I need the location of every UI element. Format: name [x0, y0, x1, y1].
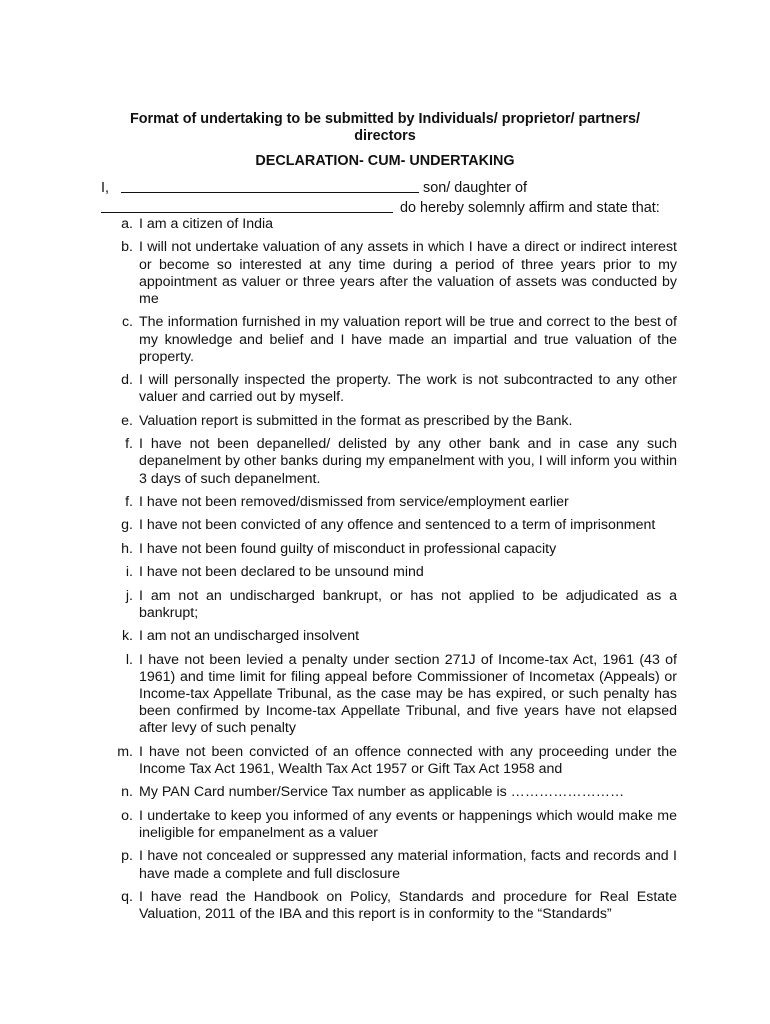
list-item	[101, 239, 677, 308]
name-blank-field[interactable]	[121, 191, 419, 193]
item-marker: f.	[125, 436, 133, 453]
parent-name-blank-field[interactable]	[101, 211, 393, 213]
list-item	[101, 494, 677, 511]
list-item	[101, 652, 677, 738]
item-marker: f.	[125, 493, 133, 510]
item-marker: o.	[121, 807, 133, 824]
item-marker: n.	[121, 784, 133, 801]
list-item	[101, 436, 677, 488]
item-marker: l.	[125, 651, 133, 668]
item-text: I will personally inspected the property. The work is not subcontracted to any other valuer and carried out by myself.	[139, 372, 677, 406]
declaration-list	[101, 216, 677, 929]
item-text: I undertake to keep you informed of any events or happenings which would make me ineligible for empanelment as a valuer	[139, 807, 677, 841]
item-marker: m.	[117, 743, 133, 760]
intro-suffix: do hereby solemnly affirm and state that:	[400, 200, 660, 216]
item-text: I will not undertake valuation of any assets in which I have a direct or indirect interest or become so interested at any time during a period of three years prior to my appointment as valuer or three years after the valuation of assets was conducted by me	[139, 239, 677, 307]
list-item	[101, 541, 677, 558]
item-text: I am not an undischarged bankrupt, or has not applied to be adjudicated as a bankrupt;	[139, 587, 677, 621]
list-item	[101, 744, 677, 778]
item-text: I have not concealed or suppressed any material information, facts and records and I have made a complete and full disclosure	[139, 848, 677, 882]
list-item	[101, 564, 677, 581]
list-item	[101, 808, 677, 842]
list-item	[101, 628, 677, 645]
item-marker: h.	[121, 540, 133, 557]
item-text: I have not been found guilty of misconduct in professional capacity	[139, 540, 557, 557]
intro-prefix: I,	[101, 180, 109, 196]
document-title: Format of undertaking to be submitted by Individuals/ proprietor/ partners/ directors	[129, 111, 641, 144]
item-marker: q.	[121, 888, 133, 905]
intro-line-1	[101, 180, 681, 197]
item-marker: k.	[121, 628, 133, 645]
item-marker: a.	[121, 216, 133, 232]
item-text: I have not been declared to be unsound mind	[139, 564, 424, 581]
item-text: I have not been levied a penalty under section 271J of Income-tax Act, 1961 (43 of 1961) and time limit for filing appeal before Commissioner of Incometax (Appeals) or Income-tax Appellate Tribunal, as the case may be has expired, or such penalty has been confirmed by Income-tax Appellate Tribunal, and five years have not elapsed after levy of such penalty	[139, 651, 677, 737]
item-text: The information furnished in my valuation report will be true and correct to the best of my knowledge and belief and I have made an impartial and true valuation of the property.	[139, 314, 677, 365]
list-item	[101, 588, 677, 622]
item-text: I have read the Handbook on Policy, Standards and procedure for Real Estate Valuation, 2011 of the IBA and this report is in conformity to the “Standards”	[139, 888, 677, 923]
list-item	[101, 784, 677, 801]
item-text: I have not been removed/dismissed from service/employment earlier	[139, 493, 569, 510]
list-item	[101, 372, 677, 406]
item-marker: e.	[121, 412, 133, 429]
list-item	[101, 314, 677, 366]
item-text: My PAN Card number/Service Tax number as applicable is ……………………	[139, 784, 625, 801]
declaration-heading: DECLARATION- CUM- UNDERTAKING	[255, 153, 515, 169]
item-text: Valuation report is submitted in the format as prescribed by the Bank.	[139, 412, 573, 429]
list-item	[101, 889, 677, 923]
item-marker: p.	[121, 848, 133, 865]
list-item	[101, 413, 677, 430]
intro-middle: son/ daughter of	[423, 180, 528, 196]
item-text: I am a citizen of India	[139, 216, 274, 232]
item-marker: b.	[121, 239, 133, 256]
list-item	[101, 517, 677, 534]
item-text: I have not been depanelled/ delisted by any other bank and in case any such depanelment by other banks during my empanelment with you, I will inform you within 3 days of such depanelment.	[139, 436, 677, 487]
item-marker: j.	[125, 587, 133, 604]
item-marker: g.	[121, 517, 133, 534]
item-text: I have not been convicted of any offence and sentenced to a term of imprisonment	[139, 517, 656, 534]
list-item	[101, 848, 677, 882]
item-text: I have not been convicted of an offence connected with any proceeding under the Income Tax Act 1961, Wealth Tax Act 1957 or Gift Tax Act 1958 and	[139, 743, 677, 777]
item-marker: i.	[125, 564, 133, 581]
intro-line-2	[101, 200, 681, 217]
item-text: I am not an undischarged insolvent	[139, 628, 360, 645]
item-marker: d.	[121, 372, 133, 389]
list-item	[101, 216, 677, 233]
item-marker: c.	[121, 314, 133, 331]
